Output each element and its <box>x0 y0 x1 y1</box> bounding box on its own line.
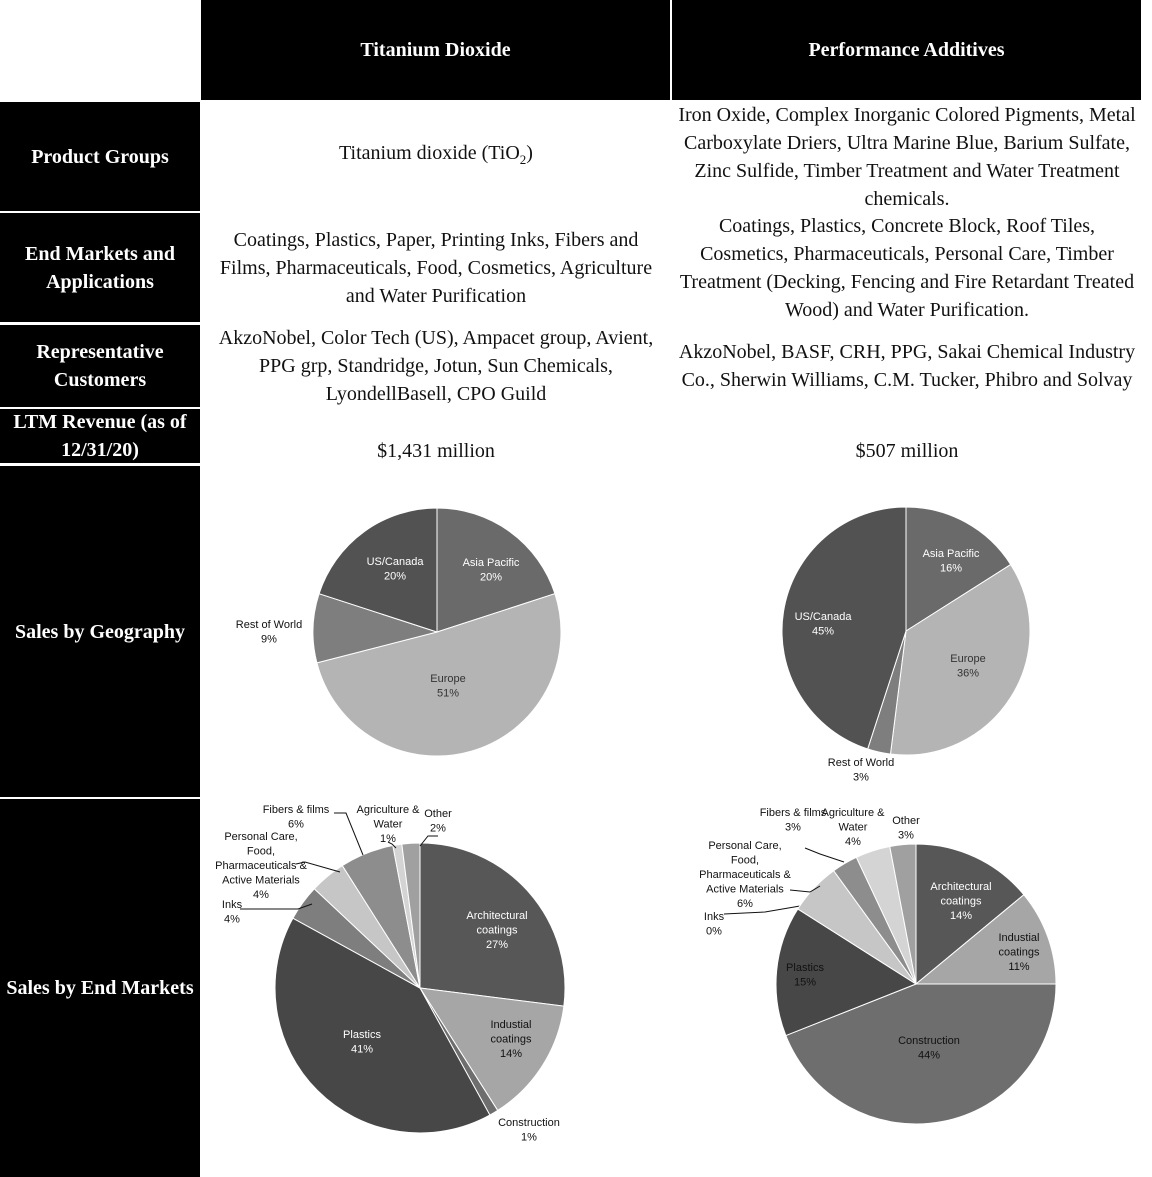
pa-end-leader-inks <box>724 906 800 914</box>
tio2-end-label-agriculture-water <box>357 804 421 845</box>
tio2-geo-pct-rest-of-world: 9% <box>261 633 277 646</box>
pa-end-label-line: Agriculture & <box>821 807 885 819</box>
row-label-sales-by-geography: Sales by Geography <box>0 466 200 797</box>
pa-end-label-line: Architectural <box>930 881 992 893</box>
pa-end-pct-inks: 0% <box>706 925 722 938</box>
tio2-end-label-line: Personal Care, <box>224 831 298 843</box>
pa-end-pct-plastics: 15% <box>793 976 817 989</box>
tio2-end-label-line: Architectural <box>466 910 528 922</box>
pa-end-label-line: coatings <box>940 895 982 908</box>
pa-end-pie-chart <box>699 807 1056 1124</box>
pa-end-label-line: Fibers & films <box>759 807 827 819</box>
pa-end-label-line: Pharmaceuticals & <box>699 869 791 881</box>
tio2-subscript: 2 <box>519 152 527 167</box>
tio2-product-groups-close: ) <box>526 142 533 164</box>
pa-end-label-line: Water <box>838 821 868 834</box>
tio2-end-label-line: Industial <box>490 1019 532 1031</box>
tio2-product-groups-text: Titanium dioxide (TiO <box>339 142 520 164</box>
pa-geo-label-line: Europe <box>950 653 986 665</box>
tio2-end-label-line: coatings <box>490 1033 532 1046</box>
tio2-end-label-line: Fibers & films <box>262 804 330 816</box>
pa-geo-label-rest-of-world <box>828 757 894 784</box>
row-label-ltm-revenue: LTM Revenue (as of 12/31/20) <box>0 409 200 463</box>
tio2-end-pct-inks: 4% <box>224 913 240 926</box>
pa-end-pct-personal-care-food-pharmaceuticals-active-materials: 6% <box>737 898 753 910</box>
tio2-end-pct-fibers-films: 6% <box>288 818 304 831</box>
tio2-geo-label-line: Europe <box>430 673 466 685</box>
pa-end-markets: Coatings, Plastics, Concrete Block, Roof Tiles, Cosmetics, Pharmaceuticals, Personal Care, Timber Treatment (Decking, Fencing and Fire Retardant Treated Wood) and Water Purification. <box>679 214 1135 321</box>
tio2-end-label-line: Pharmaceuticals & <box>215 860 307 872</box>
tio2-end-label-other <box>424 808 452 835</box>
pa-revenue: $507 million <box>855 440 959 462</box>
tio2-end-label-line: Water <box>373 818 403 831</box>
pa-geo-label-line: Asia Pacific <box>922 548 980 560</box>
pa-end-label-inks <box>704 911 725 938</box>
tio2-geo-pct-asia-pacific: 20% <box>479 571 503 584</box>
header-performance-additives: Performance Additives <box>672 0 1141 100</box>
tio2-end-label-line: Inks <box>221 899 243 911</box>
row-label-customers: Representative Customers <box>0 325 200 407</box>
pa-end-pct-agriculture-water: 4% <box>845 836 861 848</box>
tio2-geo-pie-chart <box>236 508 561 756</box>
tio2-end-pct-plastics: 41% <box>350 1043 374 1056</box>
tio2-geo-pct-us-canada: 20% <box>383 570 407 583</box>
tio2-geo-label-rest-of-world <box>236 619 302 646</box>
pa-end-label-fibers-films <box>760 807 827 834</box>
pa-geo-label-line: US/Canada <box>794 611 852 623</box>
tio2-end-label-inks <box>222 899 243 926</box>
pa-end-pct-fibers-films: 3% <box>785 821 801 834</box>
pa-end-leader-fibers-films <box>805 848 844 862</box>
pa-end-pct-architectural-coatings: 14% <box>949 910 973 922</box>
pa-geo-pie-chart <box>782 507 1030 784</box>
tio2-customers: AkzoNobel, Color Tech (US), Ampacet group, Avient, PPG grp, Standridge, Jotun, Sun Chemicals, LyondellBasell, CPO Guild <box>218 327 654 405</box>
header-titanium-dioxide: Titanium Dioxide <box>201 0 670 100</box>
pa-end-label-other <box>892 815 920 842</box>
pa-end-label-line: Personal Care, <box>708 840 782 852</box>
pa-end-label-line: Inks <box>703 911 725 923</box>
tio2-geo-pct-europe: 51% <box>436 687 460 700</box>
pa-customers: AkzoNobel, BASF, CRH, PPG, Sakai Chemical Industry Co., Sherwin Williams, C.M. Tucker, Phibro and Solvay <box>678 341 1136 391</box>
tio2-end-markets: Coatings, Plastics, Paper, Printing Inks, Fibers and Films, Pharmaceuticals, Food, Cosmetics, Agriculture and Water Purification <box>219 228 653 307</box>
pa-end-label-line: Active Materials <box>706 883 784 896</box>
tio2-end-label-line: Food, <box>246 845 276 858</box>
pa-end-label-line: coatings <box>998 946 1040 959</box>
tio2-end-pct-agriculture-water: 1% <box>380 833 396 845</box>
pa-geo-pct-asia-pacific: 16% <box>939 562 963 575</box>
tio2-geo-label-line: Asia Pacific <box>462 557 520 569</box>
tio2-end-pct-construction: 1% <box>521 1131 537 1144</box>
tio2-end-label-line: Construction <box>498 1117 560 1129</box>
tio2-end-label-line: Active Materials <box>222 874 300 887</box>
pa-end-label-agriculture-water <box>822 807 886 848</box>
row-label-end-markets: End Markets and Applications <box>0 213 200 322</box>
pa-end-pct-construction: 44% <box>917 1049 941 1062</box>
pa-product-groups: Iron Oxide, Complex Inorganic Colored Pigments, Metal Carboxylate Driers, Ultra Marine Blue, Barium Sulfate, Zinc Sulfide, Timber Treatment and Water Treatment chemicals. <box>678 103 1136 210</box>
pa-geo-pct-rest-of-world: 3% <box>853 771 869 784</box>
pa-end-label-personal-care-food-pharmaceuticals-active-materials <box>699 840 791 910</box>
pa-geo-pct-us-canada: 45% <box>811 625 835 638</box>
tio2-geo-label-line: US/Canada <box>366 556 424 568</box>
pa-end-label-line: Food, <box>730 854 760 867</box>
tio2-end-label-line: Plastics <box>343 1029 381 1041</box>
tio2-end-pie-chart <box>215 804 565 1144</box>
pa-end-label-line: Construction <box>898 1035 960 1047</box>
tio2-end-pct-other: 2% <box>430 822 446 835</box>
tio2-revenue: $1,431 million <box>377 440 495 462</box>
tio2-end-label-construction <box>498 1117 560 1144</box>
pa-end-pct-other: 3% <box>898 829 914 842</box>
pa-end-pct-industial-coatings: 11% <box>1008 961 1030 973</box>
pa-geo-label-line: Rest of World <box>827 757 895 769</box>
row-label-product-groups: Product Groups <box>0 102 200 211</box>
tio2-end-label-line: Agriculture & <box>356 804 420 816</box>
tio2-end-label-line: coatings <box>476 924 518 937</box>
pa-end-label-line: Industial <box>998 932 1040 944</box>
tio2-end-pct-industial-coatings: 14% <box>499 1048 523 1060</box>
tio2-end-leader-fibers-films <box>334 813 363 855</box>
tio2-end-label-fibers-films <box>263 804 330 831</box>
tio2-end-pct-architectural-coatings: 27% <box>485 939 509 951</box>
pa-geo-pct-europe: 36% <box>956 667 980 680</box>
pa-end-label-line: Other <box>892 815 920 827</box>
tio2-geo-label-line: Rest of World <box>235 619 303 631</box>
tio2-end-label-personal-care-food-pharmaceuticals-active-materials <box>215 831 307 901</box>
pa-end-label-line: Plastics <box>786 962 824 974</box>
row-label-sales-by-end-markets: Sales by End Markets <box>0 799 200 1177</box>
tio2-end-pct-personal-care-food-pharmaceuticals-active-materials: 4% <box>253 889 269 901</box>
tio2-end-label-line: Other <box>424 808 452 820</box>
